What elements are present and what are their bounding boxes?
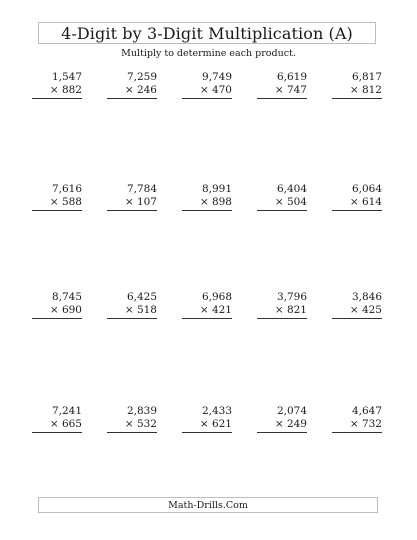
multiplier: × 107 bbox=[107, 196, 157, 211]
worksheet-title: 4-Digit by 3-Digit Multiplication (A) bbox=[38, 22, 376, 44]
multiplier: × 898 bbox=[182, 196, 232, 211]
multiplier: × 421 bbox=[182, 304, 232, 319]
problem bbox=[182, 183, 232, 211]
multiplicand: 4,647 bbox=[351, 405, 382, 417]
problem bbox=[332, 183, 382, 211]
multiplicand: 6,425 bbox=[126, 291, 157, 303]
multiplicand: 2,839 bbox=[126, 405, 157, 417]
problem bbox=[32, 71, 82, 99]
multiplier: × 621 bbox=[182, 418, 232, 433]
multiplier: × 882 bbox=[32, 84, 82, 99]
problem bbox=[332, 405, 382, 433]
multiplier: × 504 bbox=[257, 196, 307, 211]
problem bbox=[107, 405, 157, 433]
multiplicand: 8,991 bbox=[201, 183, 232, 195]
multiplier: × 246 bbox=[107, 84, 157, 99]
multiplier: × 470 bbox=[182, 84, 232, 99]
problem bbox=[182, 291, 232, 319]
multiplicand: 1,547 bbox=[51, 71, 82, 83]
multiplicand: 2,433 bbox=[201, 405, 232, 417]
multiplier: × 690 bbox=[32, 304, 82, 319]
multiplier: × 532 bbox=[107, 418, 157, 433]
multiplier: × 518 bbox=[107, 304, 157, 319]
problem bbox=[182, 71, 232, 99]
multiplier: × 665 bbox=[32, 418, 82, 433]
problem bbox=[32, 183, 82, 211]
multiplier: × 249 bbox=[257, 418, 307, 433]
problem-row-4 bbox=[32, 405, 382, 445]
multiplier: × 614 bbox=[332, 196, 382, 211]
multiplier: × 588 bbox=[32, 196, 82, 211]
problem bbox=[107, 183, 157, 211]
multiplier: × 732 bbox=[332, 418, 382, 433]
problem bbox=[332, 291, 382, 319]
multiplicand: 7,616 bbox=[51, 183, 82, 195]
problem bbox=[182, 405, 232, 433]
problem bbox=[107, 291, 157, 319]
multiplicand: 6,968 bbox=[201, 291, 232, 303]
multiplicand: 2,074 bbox=[276, 405, 307, 417]
multiplicand: 3,846 bbox=[351, 291, 382, 303]
multiplicand: 6,817 bbox=[351, 71, 382, 83]
footer-credit: Math-Drills.Com bbox=[38, 497, 378, 513]
problem bbox=[257, 183, 307, 211]
problem-row-3 bbox=[32, 291, 382, 331]
multiplicand: 9,749 bbox=[201, 71, 232, 83]
multiplicand: 7,259 bbox=[126, 71, 157, 83]
problem bbox=[32, 291, 82, 319]
worksheet-instructions: Multiply to determine each product. bbox=[121, 48, 296, 59]
problem bbox=[257, 71, 307, 99]
problem-row-2 bbox=[32, 183, 382, 223]
multiplier: × 747 bbox=[257, 84, 307, 99]
problem-row-1 bbox=[32, 71, 382, 111]
multiplicand: 6,064 bbox=[351, 183, 382, 195]
multiplicand: 7,241 bbox=[51, 405, 82, 417]
multiplicand: 3,796 bbox=[276, 291, 307, 303]
multiplier: × 425 bbox=[332, 304, 382, 319]
problem bbox=[107, 71, 157, 99]
problem bbox=[32, 405, 82, 433]
multiplicand: 8,745 bbox=[51, 291, 82, 303]
problem bbox=[257, 291, 307, 319]
problem bbox=[332, 71, 382, 99]
multiplier: × 812 bbox=[332, 84, 382, 99]
multiplicand: 6,619 bbox=[276, 71, 307, 83]
multiplicand: 6,404 bbox=[276, 183, 307, 195]
multiplier: × 821 bbox=[257, 304, 307, 319]
problem bbox=[257, 405, 307, 433]
multiplicand: 7,784 bbox=[126, 183, 157, 195]
